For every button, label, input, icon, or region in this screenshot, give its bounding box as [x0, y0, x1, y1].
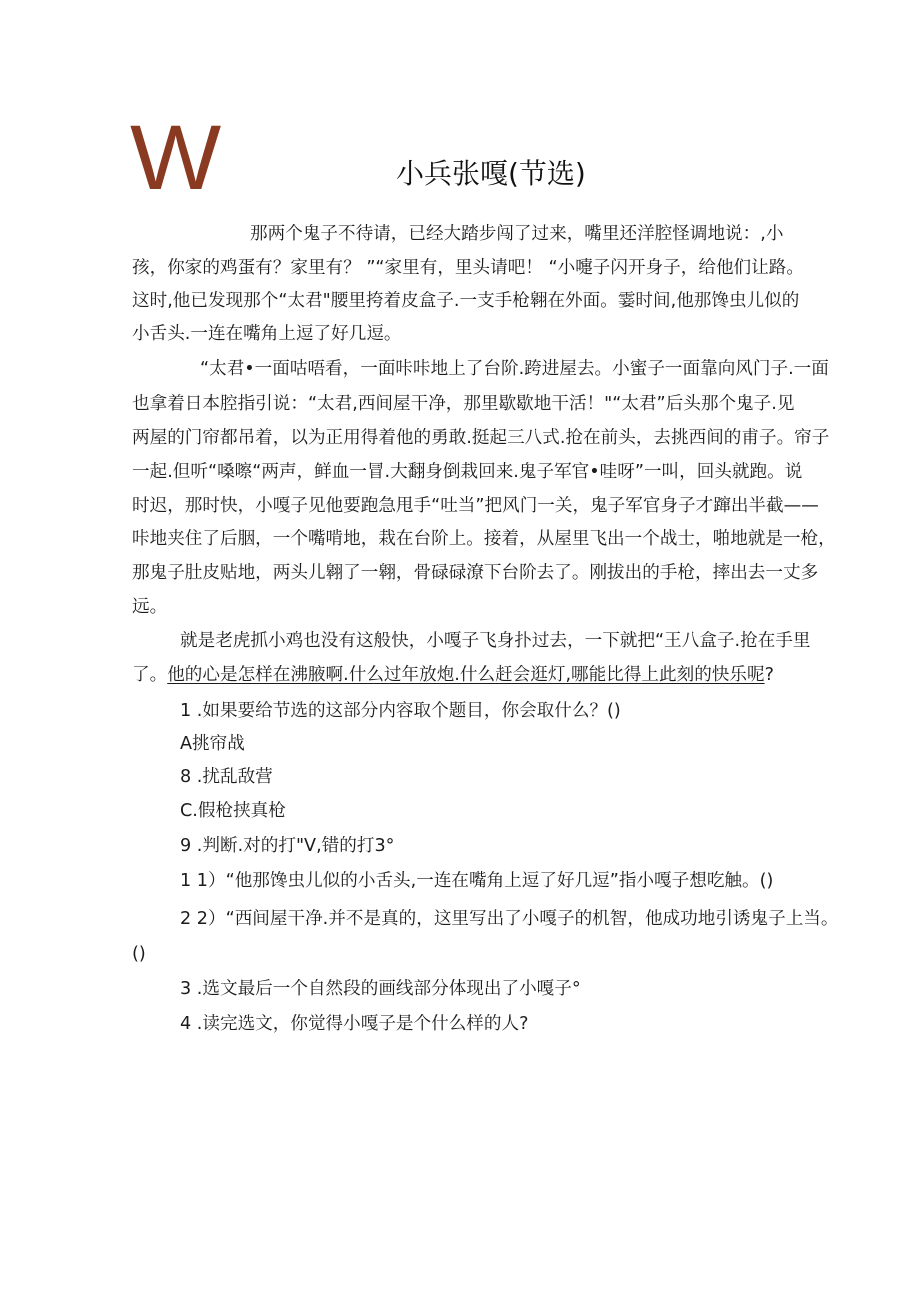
paragraph-2-line-7: 那鬼子肚皮贴地，两头儿翱了一翱，骨碌碌潦下台阶去了。刚拔出的手枪，摔出去一丈多 — [132, 563, 819, 583]
question-2-item-2: 2 2）“西间屋干净.并不是真的，这里写出了小嘎子的机智，他成功地引诱鬼子上当。 — [180, 909, 839, 929]
paragraph-2-line-3: 两屋的门帘都吊着，以为正用得着他的勇敢.挺起三八式.抢在前头，去挑西间的甫子。帘子 — [132, 428, 830, 448]
question-1-option-c: C.假枪挟真枪 — [180, 801, 286, 821]
question-1-option-b: 8 .扰乱敌营 — [180, 767, 273, 787]
paragraph-2-line-5: 时迟，那时快，小嘎子见他要跑急甩手“吐当”把风门一关，鬼子军官身子才蹿出半截—— — [132, 496, 819, 516]
logo-mark: W — [130, 107, 213, 209]
question-1-option-a: A挑帘战 — [180, 734, 245, 754]
paragraph-3-prefix: 了。 — [132, 665, 168, 685]
paragraph-3-suffix: ? — [764, 665, 774, 685]
question-2-item-2-answer: () — [132, 944, 146, 964]
paragraph-3-line-1: 就是老虎抓小鸡也没有这般快，小嘎子飞身扑过去，一下就把“王八盒子.抢在手里 — [180, 631, 811, 651]
question-1: 1 .如果要给节选的这部分内容取个题目，你会取什么？() — [180, 701, 621, 721]
underlined-sentence: 他的心是怎样在沸腋啊.什么过年放炮.什么赶会逛灯,哪能比得上此刻的快乐呢 — [167, 665, 765, 685]
paragraph-1-line-2: 孩，你家的鸡蛋有？家里有？ ”“家里有，里头请吧！ “小嚏子闪开身子，给他们让路。 — [132, 258, 804, 278]
paragraph-3-line-2 — [132, 663, 774, 687]
paragraph-2-line-2: 也拿着日本腔指引说：“太君,西间屋干净，那里歇歇地干活！"“太君”后头那个鬼子.见 — [132, 394, 795, 414]
question-2: 9 .判断.对的打"V,错的打3° — [180, 836, 395, 856]
paragraph-2-line-4: 一起.但听“嗓嚓“两声，鲜血一冒.大翻身倒栽回来.鬼子军官•哇呀”一叫，回头就跑。说 — [132, 462, 803, 482]
paragraph-1-line-4: 小舌头.一连在嘴角上逗了好几逗。 — [132, 324, 402, 344]
paragraph-2-line-6: 咔地夹住了后胭，一个嘴啃地，栽在台阶上。接着，从屋里飞出一个战士，啪地就是一枪， — [132, 529, 836, 549]
question-3: 3 .选文最后一个自然段的画线部分体现出了小嘎子° — [180, 979, 581, 999]
paragraph-2-line-1: “太君•一面咕唔看，一面咔咔地上了台阶.跨进屋去。小蜜子一面靠向风门子.一面 — [200, 359, 829, 379]
page-title: 小兵张嘎(节选) — [396, 157, 586, 190]
question-4: 4 .读完选文，你觉得小嘎子是个什么样的人? — [180, 1014, 529, 1034]
paragraph-1-line-3: 这时,他已发现那个“太君"腰里挎着皮盒子.一支手枪翱在外面。霎时间,他那馋虫儿似的 — [132, 291, 800, 311]
paragraph-1-line-1: 那两个鬼子不待请，已经大踏步闯了过来，嘴里还洋腔怪调地说：,小 — [250, 224, 784, 244]
paragraph-2-line-8: 远。 — [132, 597, 168, 617]
question-2-item-1: 1 1）“他那馋虫儿似的小舌头,一连在嘴角上逗了好几逗”指小嘎子想吃触。() — [180, 871, 774, 891]
